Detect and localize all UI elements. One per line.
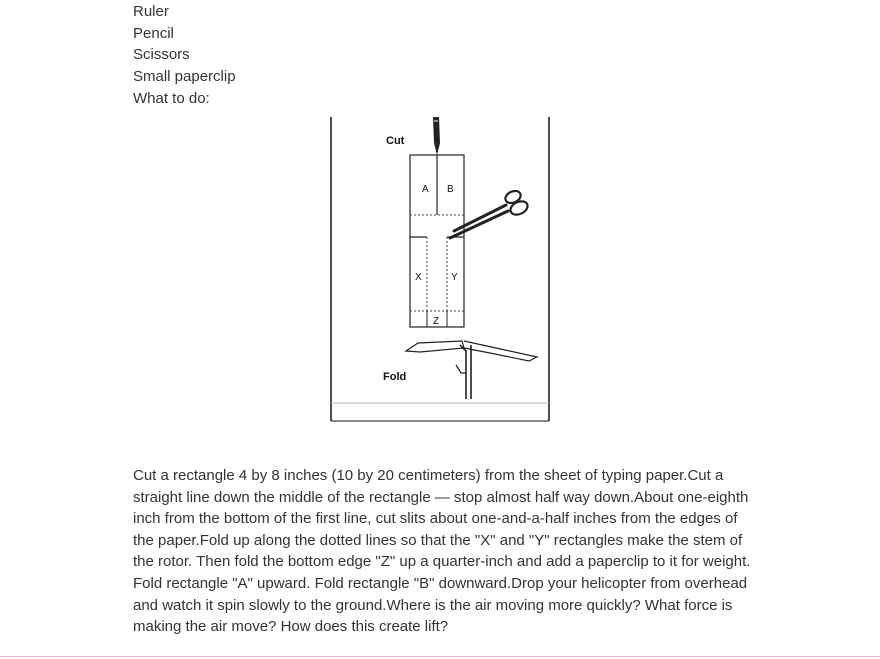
letter-x: X xyxy=(415,272,422,283)
fold-label: Fold xyxy=(383,371,407,383)
material-item: Ruler xyxy=(133,3,169,20)
paper-rectangle xyxy=(410,155,464,327)
helicopter-diagram xyxy=(330,115,550,422)
cut-label: Cut xyxy=(386,135,405,147)
page-divider xyxy=(0,656,880,657)
folded-helicopter-illustration xyxy=(406,341,537,399)
letter-b: B xyxy=(447,184,454,195)
helicopter-diagram-svg xyxy=(330,115,550,422)
knife-icon xyxy=(433,117,440,155)
letter-z: Z xyxy=(433,316,440,327)
letter-y: Y xyxy=(451,272,458,283)
material-item: Small paperclip xyxy=(133,67,236,85)
material-item: Pencil xyxy=(133,24,174,42)
material-item: Scissors xyxy=(133,46,190,64)
instructions-paragraph: Cut a rectangle 4 by 8 inches (10 by 20 centimeters) from the sheet of typing paper.Cut a straight line down the middle of the rectangle — stop almost half way down.About one-eighth inch from the bottom of the first line, cut slits about one-and-a-half inches from the edges of the paper.Fold up along the dotted lines so that the "X" and "Y" rectangles make the stem of the rotor. Then fold the bottom edge "Z" up a quarter-inch and add a paperclip to it for weight. Fold rectangle "A" upward. Fold rectangle "B" downward.Drop your helicopter from overhead and watch it spin slowly to the ground.Where is the air moving more quickly? What force is making the air move? How does this create lift? xyxy=(133,467,751,636)
letter-a: A xyxy=(422,184,429,195)
section-heading: What to do: xyxy=(133,90,210,107)
materials-list xyxy=(133,1,236,87)
scissors-icon xyxy=(450,189,530,238)
